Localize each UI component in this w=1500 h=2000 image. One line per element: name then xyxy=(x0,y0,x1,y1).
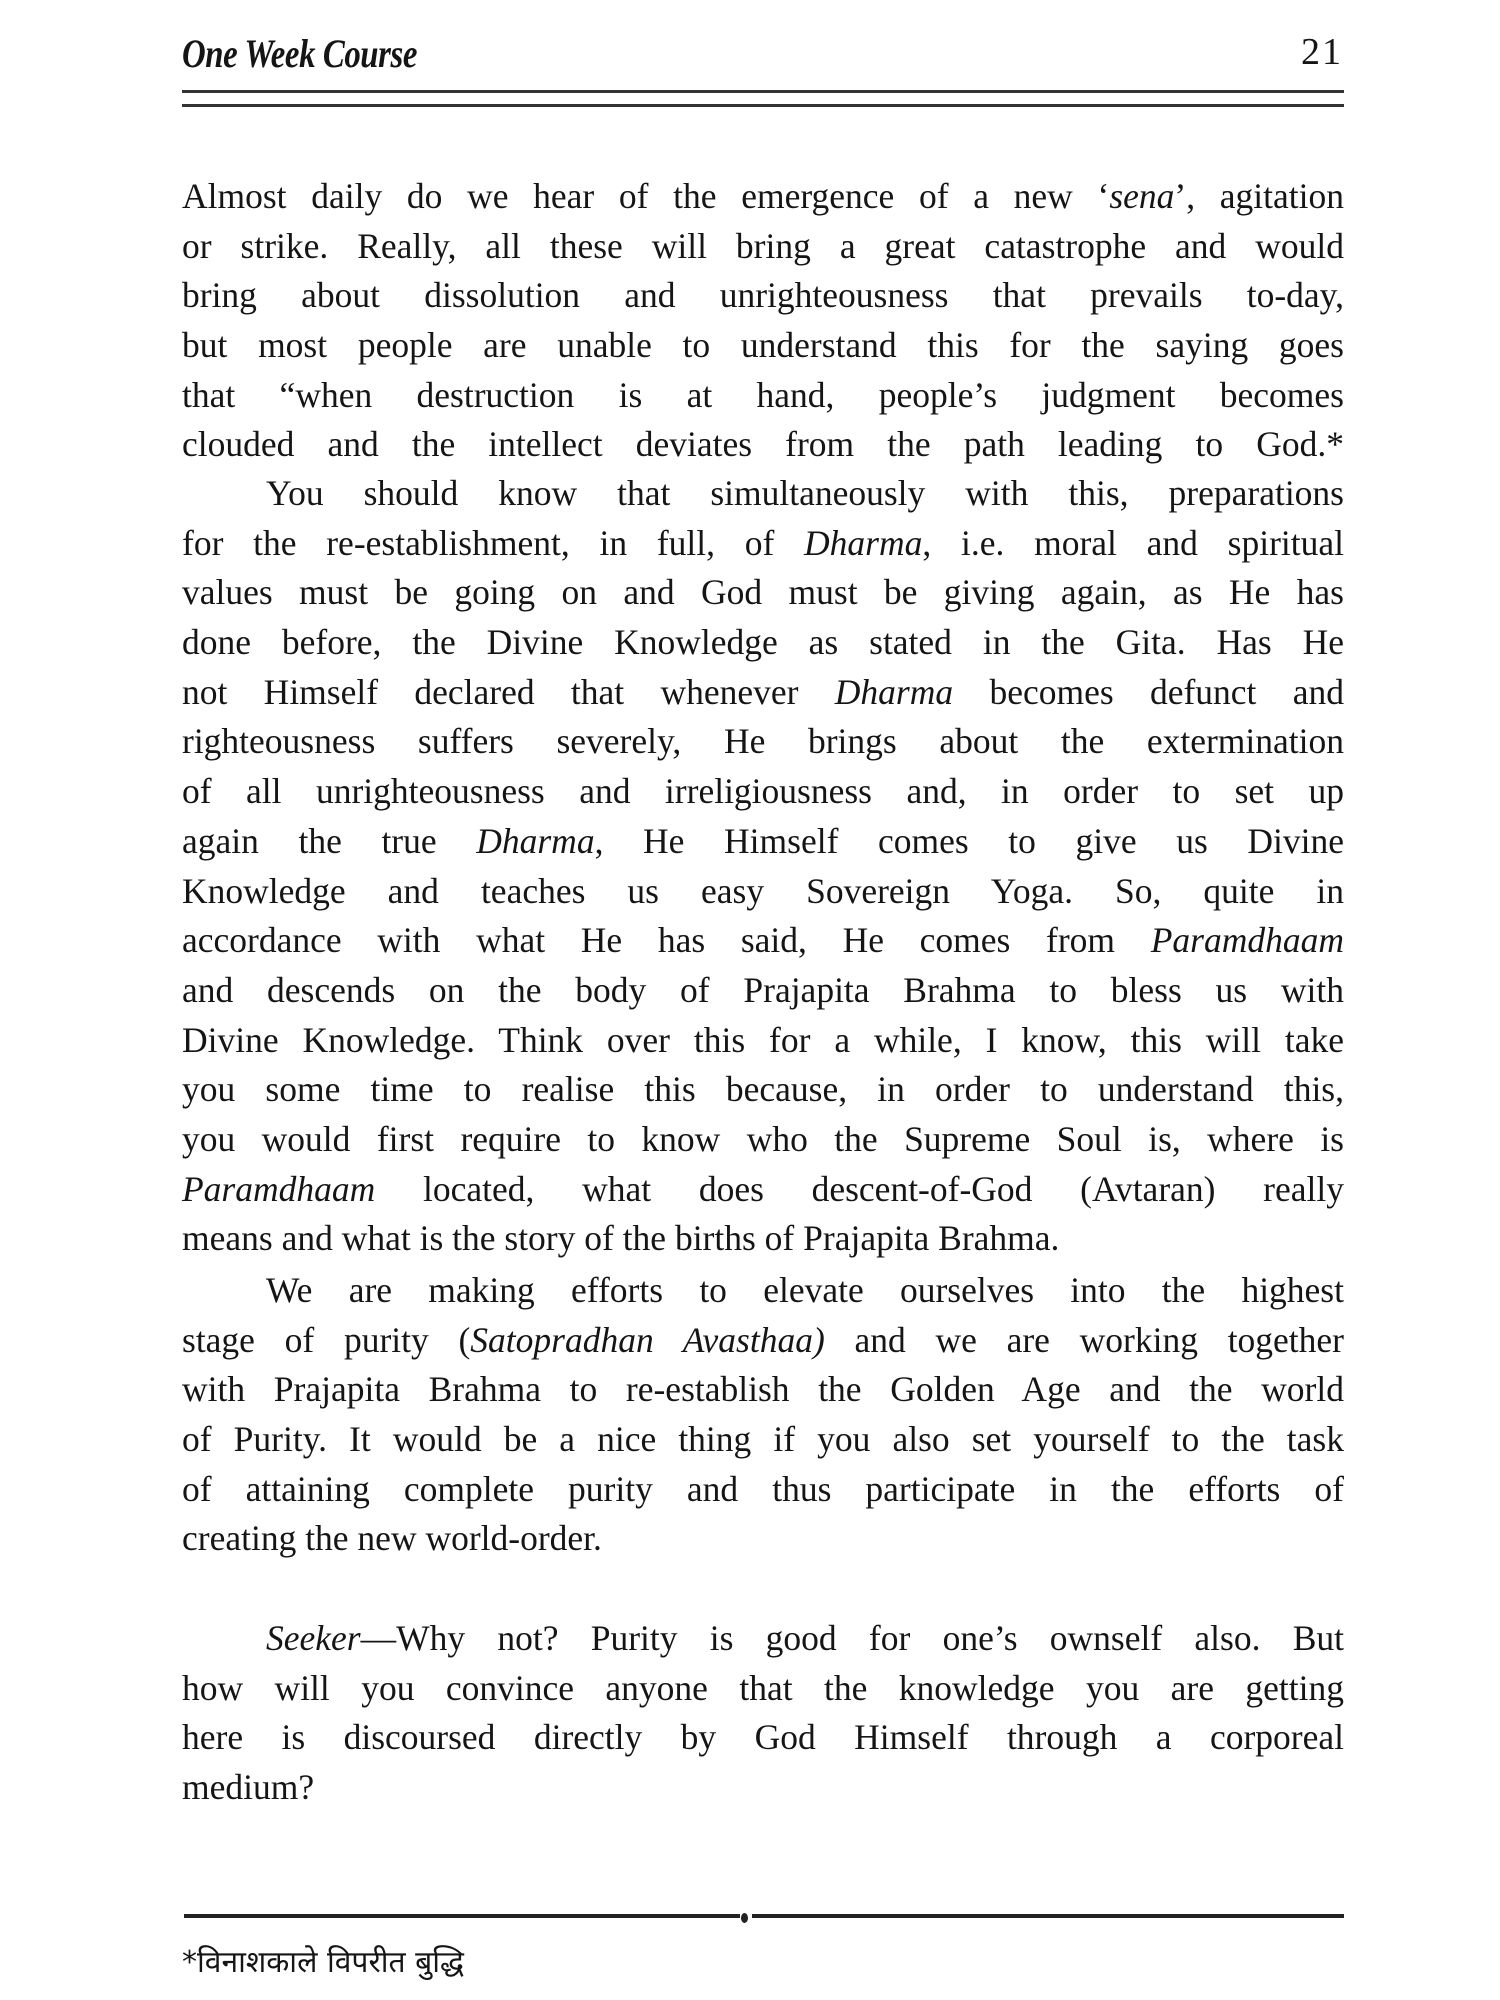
text-line xyxy=(182,867,1344,917)
text-line xyxy=(182,1465,1344,1515)
text-line xyxy=(182,1415,1344,1465)
text-line xyxy=(182,271,1344,321)
paragraph-3 xyxy=(182,1266,1344,1564)
italic-term: Dharma xyxy=(834,671,954,712)
text-line xyxy=(182,469,1344,519)
text-segment: of all unrighteousness and irreligiousness and, in order to set up xyxy=(182,771,1344,812)
text-segment: of Purity. It would be a nice thing if you also set yourself to the task xyxy=(182,1419,1344,1460)
text-line xyxy=(182,1165,1344,1215)
text-line xyxy=(182,420,1344,470)
text-segment: becomes defunct and xyxy=(953,671,1345,712)
text-line xyxy=(182,1514,1344,1564)
header-rule-top xyxy=(182,90,1344,93)
text-segment: located, what does descent-of-God (Avtaran) really xyxy=(375,1168,1344,1209)
text-line xyxy=(182,519,1344,569)
italic-term: sena xyxy=(1109,176,1175,216)
italic-term: Paramdhaam xyxy=(182,1168,376,1209)
text-line xyxy=(182,1664,1344,1714)
paragraph-seeker xyxy=(182,1614,1344,1813)
text-segment: means and what is the story of the births of Prajapita Brahma. xyxy=(182,1218,1060,1259)
text-segment: you would first require to know who the Supreme Soul is, where is xyxy=(182,1118,1344,1159)
text-line xyxy=(182,371,1344,421)
text-segment: how will you convince anyone that the knowledge you are getting xyxy=(182,1667,1344,1708)
text-segment: You should know that simultaneously with this, preparations xyxy=(266,473,1344,513)
text-segment: , He Himself comes to give us Divine xyxy=(594,820,1345,861)
text-segment: or strike. Really, all these will bring a great catastrophe and would xyxy=(182,225,1344,266)
text-line xyxy=(182,1365,1344,1415)
text-segment: ’, agitation xyxy=(1174,176,1344,216)
text-line xyxy=(182,767,1344,817)
text-segment: but most people are unable to understand this for the saying goes xyxy=(182,325,1344,366)
footnote-rule-right xyxy=(752,1914,1344,1918)
text-segment: Divine Knowledge. Think over this for a while, I know, this will take xyxy=(182,1019,1344,1060)
text-segment: and we are working together xyxy=(824,1319,1344,1360)
text-segment: clouded and the intellect deviates from the path leading to God.* xyxy=(182,424,1344,465)
text-segment: —Why not? Purity is good for one’s ownself also. But xyxy=(360,1618,1344,1658)
text-segment: accordance with what He has said, He comes from xyxy=(182,920,1151,961)
text-line xyxy=(182,668,1344,718)
text-line xyxy=(182,618,1344,668)
text-segment: , i.e. moral and spiritual xyxy=(922,522,1344,563)
page-number: 21 xyxy=(1301,31,1343,73)
text-line xyxy=(182,817,1344,867)
footnote: *विनाशकाले विपरीत बुद्धि xyxy=(182,1945,464,1980)
text-segment: again the true xyxy=(182,820,477,861)
footnote-rule-ornament xyxy=(741,1913,748,1923)
text-segment: for the re-establishment, in full, of xyxy=(182,522,805,563)
text-line xyxy=(182,1316,1344,1366)
text-line xyxy=(182,172,1344,222)
paragraph-1 xyxy=(182,172,1344,470)
text-segment: creating the new world-order. xyxy=(182,1518,602,1559)
italic-term: Dharma xyxy=(476,820,595,861)
text-line xyxy=(182,568,1344,618)
text-segment: that “when destruction is at hand, people’s judgment becomes xyxy=(182,374,1344,415)
text-line xyxy=(182,1065,1344,1115)
text-segment: stage of purity ( xyxy=(182,1319,471,1360)
text-segment: We are making efforts to elevate ourselves into the highest xyxy=(266,1270,1344,1310)
footnote-rule-left xyxy=(184,1914,740,1918)
text-segment: with Prajapita Brahma to re-establish the Golden Age and the world xyxy=(182,1369,1344,1410)
paragraph-2 xyxy=(182,469,1344,1264)
text-line xyxy=(182,1763,1344,1813)
text-segment: righteousness suffers severely, He brings about the extermination xyxy=(182,721,1344,762)
text-segment: you some time to realise this because, in order to understand this, xyxy=(182,1069,1344,1110)
text-segment: bring about dissolution and unrighteousness that prevails to-day, xyxy=(182,275,1344,316)
text-segment: not Himself declared that whenever xyxy=(182,671,835,712)
text-line xyxy=(182,916,1344,966)
text-line xyxy=(182,1115,1344,1165)
text-line xyxy=(182,222,1344,272)
text-segment: and descends on the body of Prajapita Brahma to bless us with xyxy=(182,969,1344,1010)
text-line xyxy=(182,1614,1344,1664)
text-line xyxy=(182,1214,1344,1264)
text-line xyxy=(182,1266,1344,1316)
italic-term: Dharma xyxy=(804,522,923,563)
italic-term: Seeker xyxy=(266,1618,361,1658)
text-segment: values must be going on and God must be giving again, as He has xyxy=(182,572,1344,613)
text-segment: of attaining complete purity and thus participate in the efforts of xyxy=(182,1468,1344,1509)
text-segment: done before, the Divine Knowledge as stated in the Gita. Has He xyxy=(182,622,1344,663)
italic-term: Paramdhaam xyxy=(1150,920,1344,961)
text-line xyxy=(182,321,1344,371)
header-rule-bottom xyxy=(182,104,1344,107)
text-segment: Almost daily do we hear of the emergence of a new ‘ xyxy=(182,176,1110,216)
text-line xyxy=(182,717,1344,767)
text-line xyxy=(182,1016,1344,1066)
italic-term: Satopradhan Avasthaa) xyxy=(470,1319,825,1360)
text-segment: here is discoursed directly by God Himself through a corporeal xyxy=(182,1717,1344,1758)
text-segment: Knowledge and teaches us easy Sovereign Yoga. So, quite in xyxy=(182,870,1344,911)
text-line xyxy=(182,966,1344,1016)
text-segment: medium? xyxy=(182,1767,315,1808)
text-line xyxy=(182,1713,1344,1763)
running-header-title: One Week Course xyxy=(182,31,418,76)
